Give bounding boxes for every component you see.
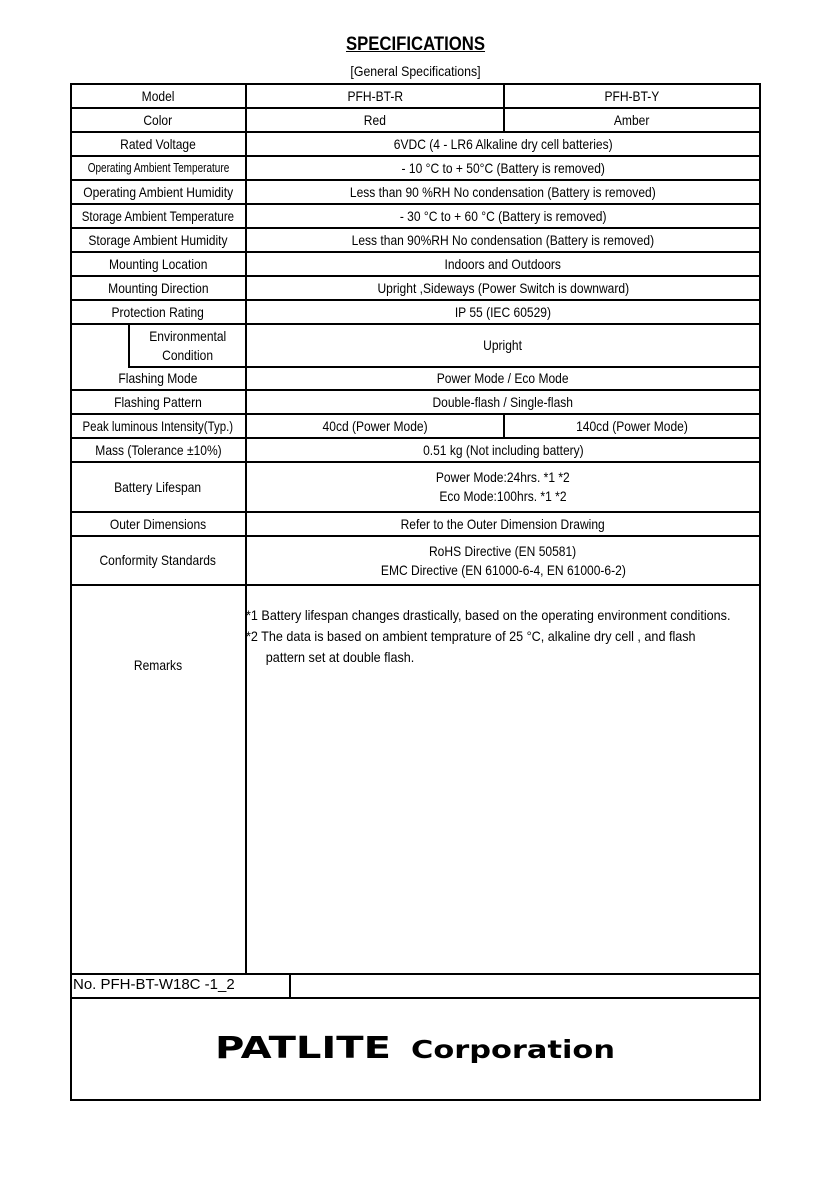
- label-mounting-location: Mounting Location: [108, 255, 208, 272]
- value-mounting-location: Indoors and Outdoors: [444, 255, 562, 272]
- label-conformity-standards: Conformity Standards: [99, 552, 217, 569]
- label-rated-voltage: Rated Voltage: [120, 135, 196, 152]
- value-operating-temperature: - 10 °C to + 50°C (Battery is removed): [401, 159, 605, 176]
- label-flashing-pattern: Flashing Pattern: [114, 393, 202, 410]
- value-protection-rating: IP 55 (IEC 60529): [454, 303, 552, 320]
- value-rated-voltage: 6VDC (4 - LR6 Alkaline dry cell batteries): [393, 135, 613, 152]
- label-storage-humidity: Storage Ambient Humidity: [88, 231, 228, 248]
- value-conformity-standards: RoHS Directive (EN 50581) EMC Directive (EN 61000-6-4, EN 61000-6-2): [380, 542, 626, 578]
- label-environmental-condition: Environmental Condition: [149, 327, 227, 363]
- value-environmental-condition: Upright: [483, 337, 523, 354]
- color-amber: Amber: [614, 111, 650, 128]
- value-mass: 0.51 kg (Not including battery): [422, 441, 584, 458]
- logo-brand: PATLITE: [215, 1031, 391, 1066]
- value-flashing-pattern: Double-flash / Single-flash: [432, 393, 574, 410]
- page-subtitle: [General Specifications]: [350, 63, 481, 79]
- label-remarks: Remarks: [133, 656, 183, 673]
- value-peak-intensity-amber: 140cd (Power Mode): [576, 417, 688, 434]
- label-protection-rating: Protection Rating: [111, 303, 205, 320]
- remark-line-1: *1 Battery lifespan changes drastically, based on the operating environment conditions.: [246, 607, 731, 623]
- remarks-text: [246, 605, 758, 668]
- patlite-logo: [215, 1028, 635, 1068]
- document-number: No. PFH-BT-W18C -1_2: [73, 976, 235, 993]
- label-peak-intensity: Peak luminous Intensity(Typ.): [82, 417, 234, 434]
- value-storage-humidity: Less than 90%RH No condensation (Battery is removed): [351, 231, 655, 248]
- model-amber: PFH-BT-Y: [604, 87, 660, 104]
- value-flashing-mode: Power Mode / Eco Mode: [437, 370, 569, 387]
- remark-line-3: pattern set at double flash.: [265, 649, 415, 665]
- value-peak-intensity-red: 40cd (Power Mode): [322, 417, 428, 434]
- logo-suffix: Corporation: [411, 1035, 615, 1064]
- page-title: SPECIFICATIONS: [345, 34, 486, 55]
- label-mounting-direction: Mounting Direction: [107, 279, 209, 296]
- label-model: Model: [141, 87, 175, 104]
- color-red: Red: [363, 111, 387, 128]
- value-mounting-direction: Upright ,Sideways (Power Switch is downward): [377, 279, 629, 296]
- value-operating-humidity: Less than 90 %RH No condensation (Battery is removed): [350, 183, 656, 200]
- label-operating-humidity: Operating Ambient Humidity: [83, 183, 233, 200]
- model-red: PFH-BT-R: [347, 87, 403, 104]
- label-storage-temperature: Storage Ambient Temperature: [81, 207, 235, 224]
- value-outer-dimensions: Refer to the Outer Dimension Drawing: [400, 515, 606, 532]
- label-color: Color: [143, 111, 173, 128]
- remark-line-2: *2 The data is based on ambient temprature of 25 °C, alkaline dry cell , and flash: [246, 628, 696, 644]
- label-outer-dimensions: Outer Dimensions: [109, 515, 207, 532]
- label-operating-temperature: Operating Ambient Temperature: [87, 160, 229, 175]
- label-battery-lifespan: Battery Lifespan: [114, 478, 202, 495]
- value-battery-lifespan: Power Mode:24hrs. *1 *2 Eco Mode:100hrs. *1 *2: [436, 469, 570, 504]
- label-flashing-mode: Flashing Mode: [118, 370, 198, 387]
- label-mass: Mass (Tolerance ±10%): [94, 441, 222, 458]
- value-storage-temperature: - 30 °C to + 60 °C (Battery is removed): [399, 207, 607, 224]
